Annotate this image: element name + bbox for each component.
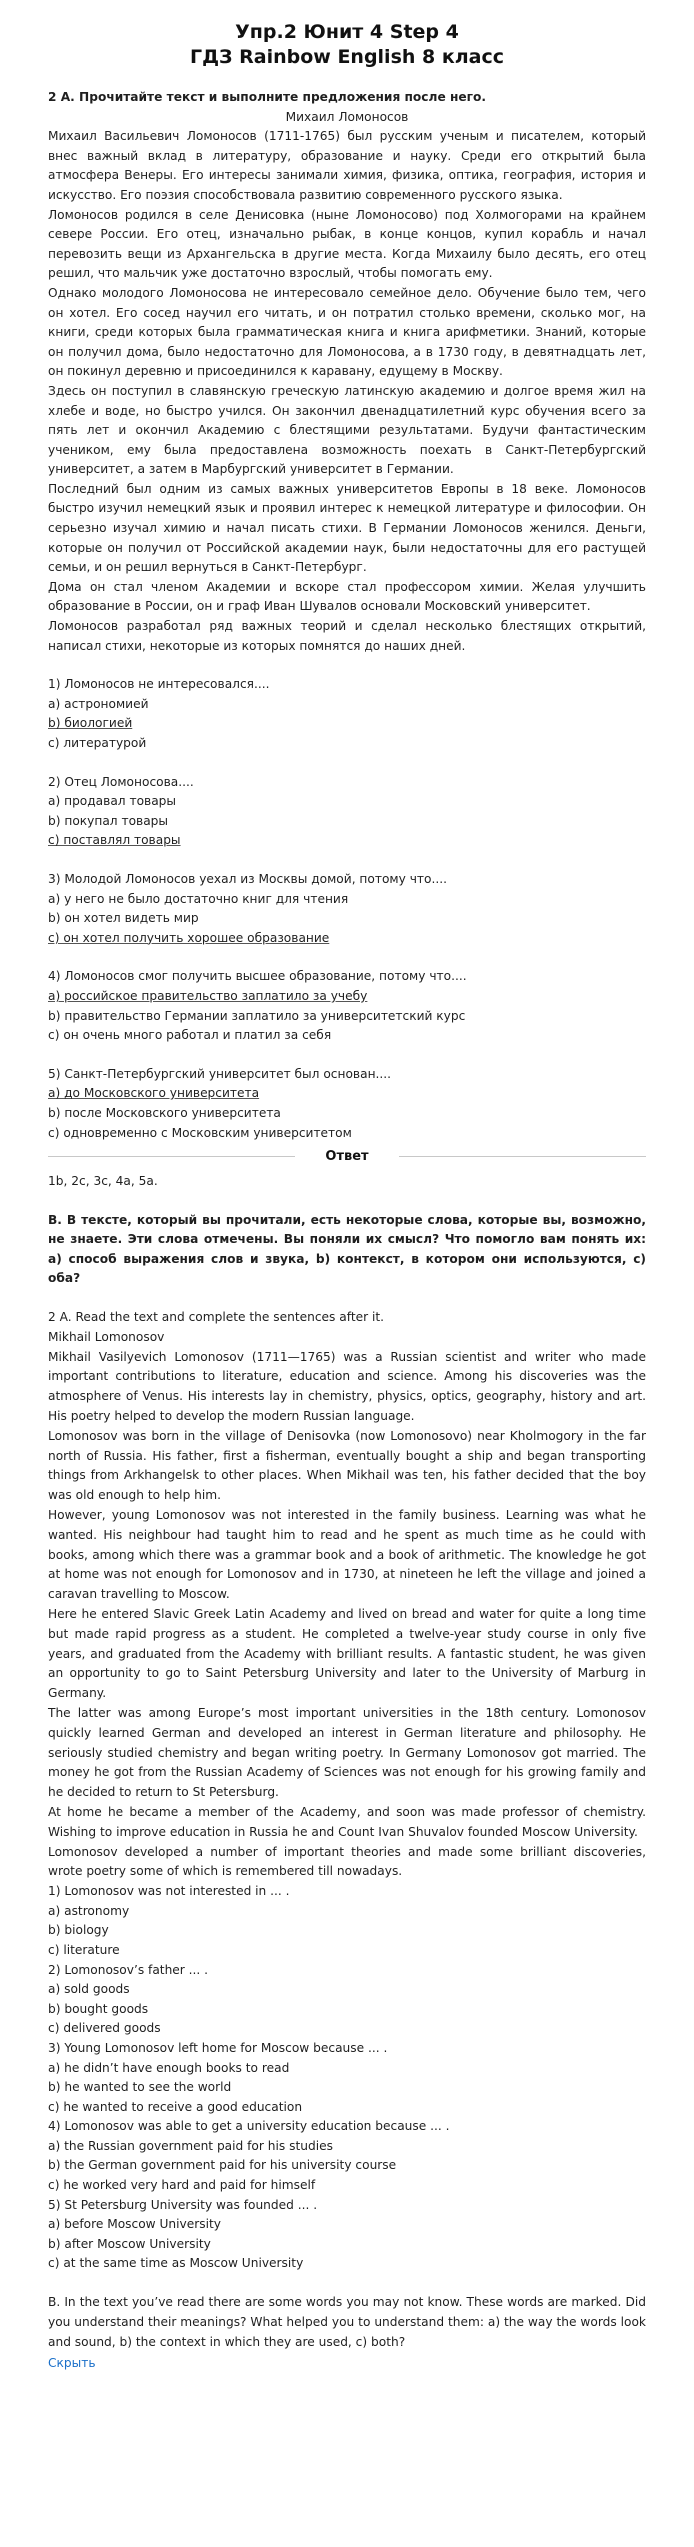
- question-line-en: 4) Lomonosov was able to get a university education because ... .: [48, 2119, 450, 2134]
- paragraph-ru: Ломоносов родился в селе Денисовка (ныне Ломоносово) под Холмогорами на крайнем севере России. Его отец, изначально рыбак, в конце концов, купил корабль и начал перевозить вещи из Архангельска в другие места. Когда Михаилу было десять, его отец решил, что мальчик уже достаточно взрослый, чтобы помогать ему.: [48, 207, 646, 281]
- option: b) после Московского университета: [48, 1105, 281, 1120]
- question-line-en: a) he didn’t have enough books to read: [48, 2060, 290, 2075]
- question-line-en: b) bought goods: [48, 2001, 149, 2016]
- task-a-heading-en: 2 A. Read the text and complete the sentences after it.: [48, 1310, 385, 1325]
- answer-label: Ответ: [325, 1149, 369, 1165]
- task-b-ru: B. В тексте, который вы прочитали, есть некоторые слова, которые вы, возможно, не знаете. Эти слова отмечены. Вы поняли их смысл? Что помогло вам понять их: a) способ выражения слов и звука, b) контекст, в котором они используются, c) оба?: [48, 1212, 646, 1286]
- question-line-en: 2) Lomonosov’s father ... .: [48, 1962, 209, 1977]
- option: c) он очень много работал и платил за себя: [48, 1028, 332, 1043]
- paragraph-ru: Последний был одним из самых важных университетов Европы в 18 веке. Ломоносов быстро изучил немецкий язык и проявил интерес к немецкой литературе и философии. Он серьезно изучал химию и начал писать стихи. В Германии Ломоносов женился. Деньги, которые он получил от Российской академии наук, были недостаточны для его растущей семьи, и он решил вернуться в Санкт-Петербург.: [48, 481, 646, 575]
- option: a) у него не было достаточно книг для чтения: [48, 891, 349, 906]
- question-block: [48, 773, 646, 851]
- question-line-en: 3) Young Lomonosov left home for Moscow because ... .: [48, 2040, 388, 2055]
- russian-section: [48, 88, 646, 1143]
- paragraph-en: Here he entered Slavic Greek Latin Academy and lived on bread and water for quite a long time but made rapid progress as a student. He completed a twelve-year study course in only five years, and graduated from the Academy with brilliant results. A fantastic student, he was given an opportunity to go to Saint Petersburg University and later to the University of Marburg in Germany.: [48, 1607, 646, 1701]
- option: b) покупал товары: [48, 813, 169, 828]
- question-block: [48, 675, 646, 753]
- paragraph-en: Lomonosov was born in the village of Denisovka (now Lomonosovo) near Kholmogory in the far north of Russia. His father, first a fisherman, eventually bought a ship and began transporting things from Arkhangelsk to other places. When Mikhail was ten, his father decided that the boy was old enough to help him.: [48, 1428, 646, 1503]
- paragraph-en: Mikhail Vasilyevich Lomonosov (1711—1765) was a Russian scientist and writer who made important contributions to literature, education and science. Among his discoveries was the atmosphere of Venus. His interests lay in chemistry, physics, optics, geography, history and art. His poetry helped to develop the modern Russian language.: [48, 1349, 646, 1424]
- question-line-en: c) he worked very hard and paid for himself: [48, 2178, 316, 2193]
- paragraph-en: The latter was among Europe’s most important universities in the 18th century. Lomonosov quickly learned German and developed an interest in German literature and philosophy. He seriously studied chemistry and began writing poetry. In Germany Lomonosov got married. The money he got from the Russian Academy of Sciences was not enough for his growing family and he decided to return to St Petersburg.: [48, 1706, 646, 1800]
- question-text: 1) Ломоносов не интересовался....: [48, 677, 270, 692]
- paragraph-ru: Дома он стал членом Академии и вскоре стал профессором химии. Желая улучшить образование в России, он и граф Иван Шувалов основали Московский университет.: [48, 579, 646, 614]
- option-correct: c) он хотел получить хорошее образование: [48, 930, 330, 945]
- question-block: [48, 1065, 646, 1143]
- question-line-en: a) astronomy: [48, 1903, 130, 1918]
- option: c) литературой: [48, 736, 147, 750]
- question-line-en: c) literature: [48, 1942, 120, 1957]
- option: b) он хотел видеть мир: [48, 911, 199, 926]
- option-correct: c) поставлял товары: [48, 833, 181, 848]
- paragraph-ru: Михаил Васильевич Ломоносов (1711-1765) был русским ученым и писателем, который внес важный вклад в литературу, образование и науку. Среди его открытий была атмосфера Венеры. Его интересы занимали химия, физика, оптика, география, история и искусство. Его поэзия способствовала развитию современного русского языка.: [48, 129, 646, 202]
- title-line-1: Упр.2 Юнит 4 Step 4: [235, 21, 459, 43]
- question-line-en: c) delivered goods: [48, 2021, 161, 2036]
- question-line-en: b) the German government paid for his university course: [48, 2158, 397, 2173]
- option: b) правительство Германии заплатило за университетский курс: [48, 1008, 466, 1023]
- question-line-en: b) biology: [48, 1923, 109, 1938]
- answer-divider: [48, 1149, 646, 1164]
- question-text: 5) Санкт-Петербургский университет был основан....: [48, 1066, 392, 1081]
- divider-line-left: [48, 1156, 295, 1157]
- question-line-en: c) at the same time as Moscow University: [48, 2256, 304, 2271]
- question-block: [48, 870, 646, 948]
- paragraph-ru: Ломоносов разработал ряд важных теорий и сделал несколько блестящих открытий, написал стихи, некоторые из которых помнятся до наших дней.: [48, 619, 646, 653]
- paragraph-en: Lomonosov developed a number of important theories and made some brilliant discoveries, wrote poetry some of which is remembered till nowadays.: [48, 1844, 646, 1879]
- task-b-en: B. In the text you’ve read there are some words you may not know. These words are marked. Did you understand their meanings? What helped you to understand them: a) the way the words look and sound, b) the context in which they are used, c) both?: [48, 2295, 646, 2349]
- paragraph-en: However, young Lomonosov was not interested in the family business. Learning was what he wanted. His neighbour had taught him to read and he spent as much time as he could with books, among which there was a grammar book and a book of arithmetic. The knowledge he got at home was not enough for Lomonosov and in 1730, at nineteen he left the village and joined a caravan travelling to Moscow.: [48, 1508, 646, 1602]
- text-title-ru: Михаил Ломоносов: [285, 109, 409, 124]
- option: c) одновременно с Московским университетом: [48, 1125, 352, 1140]
- divider-line-right: [399, 1156, 646, 1157]
- paragraph-ru: Здесь он поступил в славянскую греческую латинскую академию и долгое время жил на хлебе и воде, но быстро учился. Он закончил двенадцатилетний курс обучения всего за пять лет и окончил Академию с блестящими результатами. Будучи фантастическим учеником, ему была предоставлена возможность поехать в Санкт-Петербургский университет, а затем в Марбургский университет в Германии.: [48, 383, 646, 477]
- option: a) продавал товары: [48, 794, 177, 809]
- question-line-en: a) before Moscow University: [48, 2217, 221, 2232]
- question-text: 2) Отец Ломоносова....: [48, 774, 194, 789]
- question-line-en: a) sold goods: [48, 1982, 130, 1997]
- task-a-heading-ru: 2 А. Прочитайте текст и выполните предложения после него.: [48, 90, 487, 104]
- paragraph-ru: Однако молодого Ломоносова не интересовало семейное дело. Обучение было тем, чего он хотел. Его сосед научил его читать, и он потратил столько времени, сколько мог, на книги, среди которых была грамматическая книга и книга арифметики. Знаний, которые он получил дома, было недостаточно для Ломоносова, а в 1730 году, в девятнадцать лет, он покинул деревню и присоединился к каравану, едущему в Москву.: [48, 285, 646, 379]
- question-line-en: b) he wanted to see the world: [48, 2080, 232, 2095]
- page-title: [48, 20, 646, 70]
- english-section: [48, 1308, 646, 2374]
- question-line-en: c) he wanted to receive a good education: [48, 2099, 303, 2114]
- question-line-en: 5) St Petersburg University was founded ... .: [48, 2197, 318, 2212]
- text-title-en: Mikhail Lomonosov: [48, 1329, 165, 1344]
- question-line-en: a) the Russian government paid for his studies: [48, 2138, 333, 2153]
- option-correct: a) российское правительство заплатило за учебу: [48, 988, 368, 1003]
- question-text: 3) Молодой Ломоносов уехал из Москвы домой, потому что....: [48, 871, 447, 886]
- paragraph-en: At home he became a member of the Academy, and soon was made professor of chemistry. Wishing to improve education in Russia he and Count Ivan Shuvalov founded Moscow University.: [48, 1804, 646, 1839]
- question-block: [48, 967, 646, 1045]
- option-correct: b) биологией: [48, 716, 133, 731]
- title-line-2: ГДЗ Rainbow English 8 класс: [189, 46, 505, 68]
- question-text: 4) Ломоносов смог получить высшее образование, потому что....: [48, 969, 467, 984]
- option: a) астрономией: [48, 696, 149, 711]
- hide-link[interactable]: Скрыть: [48, 2356, 96, 2371]
- answer-text: 1b, 2c, 3c, 4a, 5a.: [48, 1174, 158, 1189]
- question-line-en: b) after Moscow University: [48, 2236, 211, 2251]
- option-correct: a) до Московского университета: [48, 1086, 260, 1101]
- question-line-en: 1) Lomonosov was not interested in ... .: [48, 1884, 290, 1899]
